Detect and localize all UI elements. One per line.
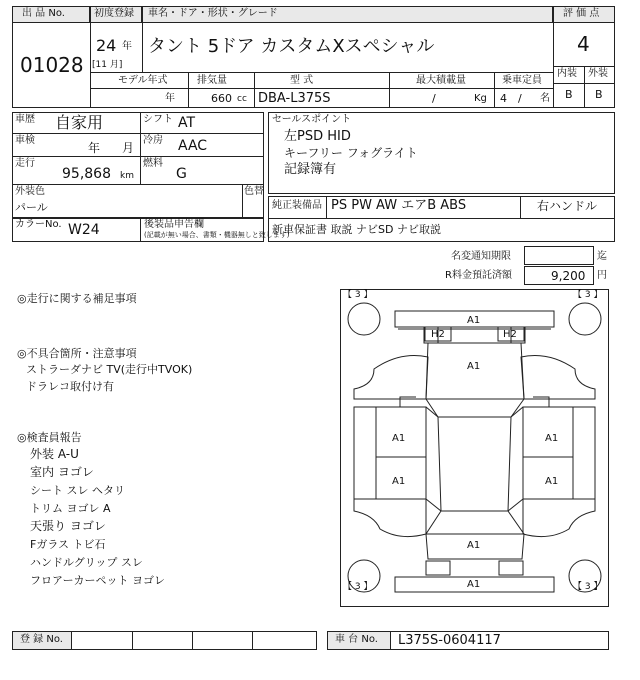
inspection-year: 年: [88, 141, 101, 155]
damage-mark-h2-left: H2: [431, 329, 445, 340]
sales-point-line: 記録簿有: [284, 162, 337, 177]
damage-mark-trunk: A1: [467, 540, 481, 551]
roof: [438, 417, 511, 511]
displacement-label: 排気量: [197, 75, 227, 86]
displacement-unit: cc: [237, 94, 247, 104]
divider: [584, 66, 585, 108]
defect-line: ドラレコ取付け有: [26, 380, 114, 393]
ac-value: AAC: [178, 138, 208, 154]
inspector-line: 外装 A-U: [30, 447, 79, 461]
recycle-value: 9,200: [551, 269, 586, 283]
inspector-line: 天張り ヨゴレ: [30, 519, 106, 533]
model-type: DBA-L375S: [258, 91, 331, 106]
max-load-sep: /: [432, 92, 436, 105]
recycle-label: R料金預託済額: [445, 270, 512, 281]
equipment-label: 純正装備品: [272, 200, 322, 211]
aftermarket-note: (記載が無い場合、書類・機器無しと致します): [144, 231, 290, 239]
type-label: 型 式: [290, 75, 314, 86]
divider: [326, 196, 327, 218]
inspector-line: フロアーカーペット ヨゴレ: [30, 574, 165, 587]
exterior-label: 外装: [588, 68, 608, 79]
divider: [242, 184, 243, 218]
history-label: 車歴: [15, 114, 35, 125]
inspector-line: シート スレ ヘタリ: [30, 484, 125, 497]
corner-label-bl: 【 3 】: [343, 582, 373, 592]
divider: [254, 72, 255, 108]
fender-front-right: [521, 356, 595, 400]
damage-mark-door-fr: A1: [545, 433, 559, 444]
door-front-right: [523, 407, 573, 457]
max-load-label: 最大積載量: [416, 75, 466, 86]
divider: [12, 184, 264, 185]
fender-rear-left: [354, 499, 426, 537]
capacity-sep: /: [518, 92, 522, 105]
exterior-grade: B: [595, 88, 603, 101]
warranty-value: 新車保証書 取説 ナビSD ナビ取説: [272, 223, 441, 236]
damage-mark-rear-bumper: A1: [467, 579, 481, 590]
divider: [132, 631, 133, 650]
first-reg-month: [11 月]: [92, 60, 123, 70]
notice-box: [524, 246, 594, 265]
defect-line: ストラーダナビ TV(走行中TVOK): [26, 363, 193, 376]
inspection-label: 車検: [15, 135, 35, 146]
lot-label: 出 品 No.: [22, 8, 65, 19]
car-name: タント 5ドア カスタムXスペシャル: [148, 36, 435, 57]
damage-mark-h2-right: H2: [503, 329, 517, 340]
divider: [140, 112, 141, 184]
divider: [90, 72, 553, 73]
grade-label: 評 価 点: [563, 8, 600, 19]
inspector-line: 室内 ヨゴレ: [30, 465, 94, 479]
damage-mark-hood: A1: [467, 361, 481, 372]
chassis-no-label: 車 台 No.: [335, 634, 378, 645]
color-change-label: 色替: [244, 186, 264, 197]
inspector-line: トリム ヨゴレ A: [30, 502, 111, 515]
fender-rear-right: [523, 499, 595, 537]
sales-point-line: 左PSD HID: [284, 129, 351, 144]
wheel-front-left: [348, 303, 380, 335]
color-no-value: W24: [68, 222, 100, 238]
interior-grade: B: [565, 88, 573, 101]
first-reg-year-unit: 年: [122, 41, 132, 52]
divider: [12, 133, 264, 134]
damage-mark-door-rl: A1: [392, 476, 406, 487]
inspector-notes-title: ◎検査員報告: [17, 431, 82, 444]
recycle-unit: 円: [597, 270, 607, 281]
sales-points-label: セールスポイント: [272, 114, 352, 125]
fuel-label: 燃料: [143, 158, 163, 169]
divider: [268, 218, 615, 219]
history-value: 自家用: [55, 113, 104, 132]
divider: [520, 196, 521, 218]
wheel-front-right: [569, 303, 601, 335]
model-year-unit: 年: [165, 93, 175, 104]
corner-label-tl: 【 3 】: [343, 290, 373, 300]
defect-notes-title: ◎不具合箇所・注意事項: [17, 347, 137, 360]
damage-mark-front-bumper: A1: [467, 315, 481, 326]
inspector-line: ハンドルグリップ スレ: [30, 556, 143, 569]
chassis-no-value: L375S-0604117: [398, 633, 501, 648]
divider: [252, 631, 253, 650]
equipment-value: PS PW AW エアB ABS: [331, 198, 467, 213]
divider: [389, 72, 390, 108]
notice-unit: 迄: [597, 251, 607, 262]
damage-mark-door-rr: A1: [545, 476, 559, 487]
exterior-color-value: パール: [15, 201, 48, 214]
inspector-line: Fガラス トビ石: [30, 538, 106, 551]
divider: [192, 631, 193, 650]
divider: [12, 156, 264, 157]
mileage-label: 走行: [15, 158, 35, 169]
grade-value: 4: [577, 32, 590, 56]
divider: [494, 72, 495, 108]
capacity-value: 4: [500, 92, 507, 105]
exterior-color-label: 外装色: [15, 186, 45, 197]
handle-value: 右ハンドル: [537, 199, 598, 213]
mileage-value: 95,868: [62, 166, 111, 182]
car-diagram: [340, 289, 609, 607]
shift-label: シフト: [143, 114, 173, 125]
divider: [188, 72, 189, 108]
divider: [90, 88, 553, 89]
notice-label: 名変通知期限: [451, 251, 511, 262]
ac-label: 冷房: [143, 135, 163, 146]
corner-label-tr: 【 3 】: [573, 290, 603, 300]
damage-mark-door-fl: A1: [392, 433, 406, 444]
sales-point-line: キーフリー フォグライト: [284, 146, 418, 160]
driving-notes-title: ◎走行に関する補足事項: [17, 292, 137, 305]
displacement-value: 660: [211, 92, 232, 105]
aftermarket-label: 後装品申告欄: [144, 219, 204, 230]
first-reg-year: 24: [96, 36, 117, 55]
mileage-unit: km: [120, 171, 134, 181]
interior-label: 内装: [557, 68, 577, 79]
divider: [140, 218, 141, 242]
divider: [553, 83, 615, 84]
model-year-label: モデル年式: [118, 75, 168, 86]
shift-value: AT: [178, 115, 196, 131]
reg-no-label: 登 録 No.: [20, 634, 63, 645]
first-reg-label: 初度登録: [94, 8, 134, 19]
max-load-unit: Kg: [474, 93, 487, 104]
car-name-label: 車名・ドア・形状・グレード: [148, 8, 278, 19]
color-no-label: カラーNo.: [15, 219, 62, 230]
door-front-left: [376, 407, 426, 457]
corner-label-br: 【 3 】: [573, 582, 603, 592]
fender-front-left: [354, 356, 428, 400]
lot-number: 01028: [20, 53, 84, 77]
details-frame: [12, 112, 264, 218]
inspection-month: 月: [122, 141, 135, 155]
capacity-label: 乗車定員: [502, 75, 542, 86]
capacity-unit: 名: [540, 93, 550, 104]
fuel-value: G: [176, 166, 187, 182]
